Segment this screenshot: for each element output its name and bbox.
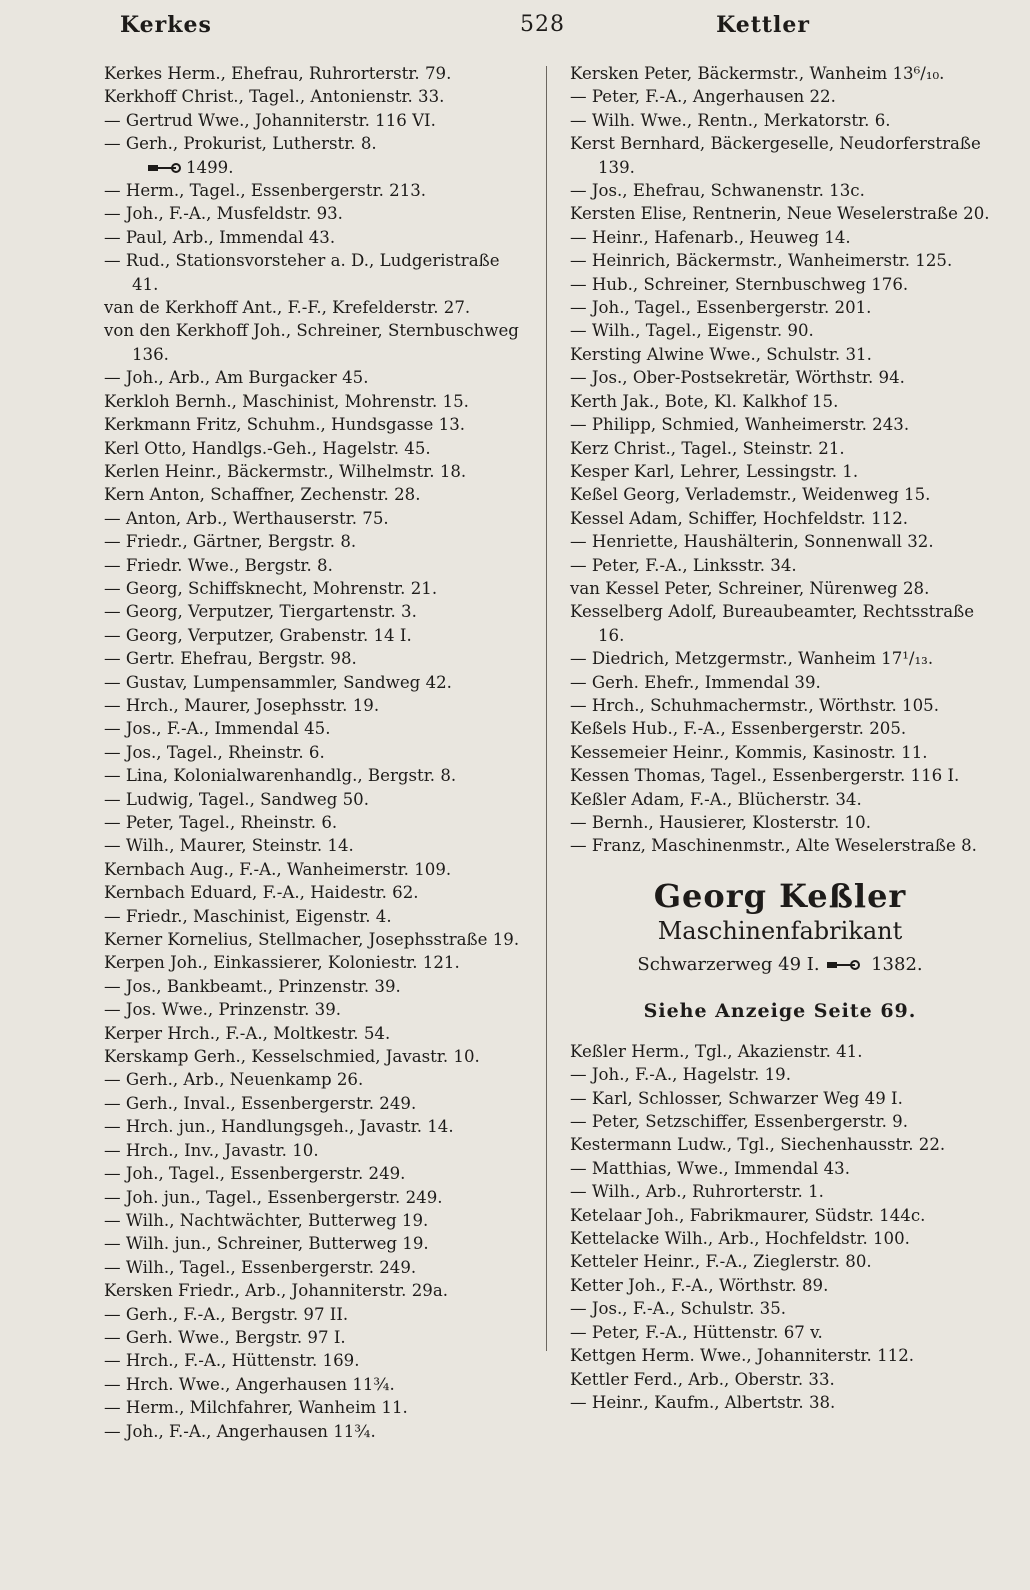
directory-entry: — Hrch., Inv., Javastr. 10. — [104, 1140, 319, 1160]
directory-entry: — Peter, F.-A., Hüttenstr. 67 v. — [570, 1322, 823, 1342]
directory-entry: van de Kerkhoff Ant., F.-F., Krefelderstr. 27. — [104, 298, 471, 318]
directory-entry: — Heinr., Kaufm., Albertstr. 38. — [570, 1392, 836, 1412]
ad-phone-number: 1382. — [871, 953, 923, 975]
directory-entry: Kesper Karl, Lehrer, Lessingstr. 1. — [570, 461, 859, 481]
directory-entry: — Ludwig, Tagel., Sandweg 50. — [104, 789, 370, 809]
right-column-entries-bottom — [570, 1040, 990, 1415]
directory-entry: — Peter, Setzschiffer, Essenbergerstr. 9. — [570, 1112, 908, 1132]
directory-entry: — Peter, F.-A., Angerhausen 22. — [570, 87, 836, 107]
directory-entry: — Peter, F.-A., Linksstr. 34. — [570, 555, 797, 575]
directory-entry: — Friedr. Wwe., Bergstr. 8. — [104, 555, 333, 575]
directory-entry: — Gerh., Inval., Essenbergerstr. 249. — [104, 1093, 417, 1113]
directory-entry: — Gertrud Wwe., Johanniterstr. 116 VI. — [104, 110, 436, 130]
directory-entry: Kerkes Herm., Ehefrau, Ruhrorterstr. 79. — [104, 64, 452, 83]
directory-entry: — Heinrich, Bäckermstr., Wanheimerstr. 125. — [570, 251, 953, 271]
directory-entry: — Friedr., Gärtner, Bergstr. 8. — [104, 532, 357, 552]
directory-entry: — Hrch., Maurer, Josephsstr. 19. — [104, 695, 380, 715]
directory-entry: — Joh., Tagel., Essenbergerstr. 249. — [104, 1164, 406, 1184]
telephone-icon — [825, 958, 861, 972]
directory-entry: Kesselberg Adolf, Bureaubeamter, Rechtsstraße 16. — [570, 602, 975, 645]
directory-entry: — Diedrich, Metzgermstr., Wanheim 17¹/₁₃. — [570, 649, 934, 669]
directory-entry: Kerkhoff Christ., Tagel., Antonienstr. 33. — [104, 87, 445, 107]
directory-entry: — Herm., Tagel., Essenbergerstr. 213. — [104, 181, 427, 201]
directory-entry: — Herm., Milchfahrer, Wanheim 11. — [104, 1398, 408, 1418]
directory-entry: Kettelacke Wilh., Arb., Hochfeldstr. 100. — [570, 1229, 910, 1249]
directory-entry: Kernbach Aug., F.-A., Wanheimerstr. 109. — [104, 859, 452, 879]
directory-entry: Kerth Jak., Bote, Kl. Kalkhof 15. — [570, 391, 839, 411]
directory-entry: Kessen Thomas, Tagel., Essenbergerstr. 116 I. — [570, 766, 960, 786]
directory-entry: Kerskamp Gerh., Kesselschmied, Javastr. 10. — [104, 1047, 480, 1067]
directory-entry: — Gerh. Ehefr., Immendal 39. — [570, 672, 821, 692]
directory-entry: — Henriette, Haushälterin, Sonnenwall 32. — [570, 532, 934, 552]
directory-entry: — Wilh. jun., Schreiner, Butterweg 19. — [104, 1234, 429, 1254]
directory-entry: Kernbach Eduard, F.-A., Haidestr. 62. — [104, 883, 419, 903]
directory-entry: Kettgen Herm. Wwe., Johanniterstr. 112. — [570, 1346, 915, 1366]
ad-reference: Siehe Anzeige Seite 69. — [643, 999, 917, 1022]
directory-entry: Kersken Peter, Bäckermstr., Wanheim 13⁶/₁₀. — [570, 64, 945, 83]
directory-entry: — Wilh., Maurer, Steinstr. 14. — [104, 836, 354, 856]
directory-entry: — Wilh. Wwe., Rentn., Merkatorstr. 6. — [570, 110, 891, 130]
directory-entry: — Jos., F.-A., Schulstr. 35. — [570, 1299, 787, 1319]
directory-entry: — Wilh., Tagel., Eigenstr. 90. — [570, 321, 814, 341]
directory-entry: — Georg, Schiffsknecht, Mohrenstr. 21. — [104, 578, 438, 598]
phone-line — [104, 156, 524, 179]
ad-subtitle: Maschinenfabrikant — [657, 916, 903, 945]
directory-entry: — Wilh., Tagel., Essenbergerstr. 249. — [104, 1257, 417, 1277]
directory-entry: Kern Anton, Schaffner, Zechenstr. 28. — [104, 485, 421, 505]
directory-entry: — Hub., Schreiner, Sternbuschweg 176. — [570, 274, 909, 294]
directory-entry: — Gerh., Arb., Neuenkamp 26. — [104, 1070, 364, 1090]
directory-entry: — Jos. Wwe., Prinzenstr. 39. — [104, 1000, 342, 1020]
directory-entry: Kerlen Heinr., Bäckermstr., Wilhelmstr. 18. — [104, 461, 467, 481]
directory-entry: — Rud., Stationsvorsteher a. D., Ludgeristraße 41. — [104, 251, 500, 294]
directory-entry: Kerkmann Fritz, Schuhm., Hundsgasse 13. — [104, 415, 466, 435]
directory-entry: — Hrch. jun., Handlungsgeh., Javastr. 14. — [104, 1117, 454, 1137]
page-header — [100, 12, 980, 52]
directory-entry: — Friedr., Maschinist, Eigenstr. 4. — [104, 906, 392, 926]
directory-entry: — Joh., F.-A., Musfeldstr. 93. — [104, 204, 343, 224]
directory-entry: — Hrch., F.-A., Hüttenstr. 169. — [104, 1351, 360, 1371]
directory-entry: Kerl Otto, Handlgs.-Geh., Hagelstr. 45. — [104, 438, 431, 458]
directory-entry: — Jos., Ehefrau, Schwanenstr. 13c. — [570, 181, 865, 201]
directory-entry: — Franz, Maschinenmstr., Alte Weselerstraße 8. — [570, 836, 977, 856]
directory-entry: — Lina, Kolonialwarenhandlg., Bergstr. 8. — [104, 766, 457, 786]
directory-entry: — Wilh., Arb., Ruhrorterstr. 1. — [570, 1182, 824, 1202]
directory-entry: — Joh., F.-A., Angerhausen 11¾. — [104, 1421, 376, 1441]
directory-entry: — Karl, Schlosser, Schwarzer Weg 49 I. — [570, 1088, 903, 1108]
directory-entry: — Bernh., Hausierer, Klosterstr. 10. — [570, 813, 871, 832]
directory-entry: — Paul, Arb., Immendal 43. — [104, 227, 336, 247]
directory-entry: — Peter, Tagel., Rheinstr. 6. — [104, 813, 338, 832]
directory-entry: Keßler Herm., Tgl., Akazienstr. 41. — [570, 1041, 863, 1061]
directory-entry: Keßels Hub., F.-A., Essenbergerstr. 205. — [570, 719, 907, 739]
directory-entry: Ketteler Heinr., F.-A., Zieglerstr. 80. — [570, 1252, 872, 1272]
directory-entry: Kerper Hrch., F.-A., Moltkestr. 54. — [104, 1023, 391, 1043]
directory-entry: — Hrch., Schuhmachermstr., Wörthstr. 105. — [570, 695, 940, 715]
directory-entry: Ketter Joh., F.-A., Wörthstr. 89. — [570, 1275, 829, 1295]
advertisement — [570, 876, 990, 1024]
directory-entry: Kessemeier Heinr., Kommis, Kasinostr. 11. — [570, 742, 928, 762]
directory-entry: — Gerh., Prokurist, Lutherstr. 8. — [104, 134, 377, 154]
directory-entry: — Matthias, Wwe., Immendal 43. — [570, 1158, 850, 1178]
directory-entry: Kerkloh Bernh., Maschinist, Mohrenstr. 15. — [104, 391, 469, 411]
directory-entry: von den Kerkhoff Joh., Schreiner, Sternbuschweg 136. — [104, 321, 519, 364]
directory-entry: Kersten Elise, Rentnerin, Neue Weselerstraße 20. — [570, 204, 990, 224]
directory-entry: — Jos., Bankbeamt., Prinzenstr. 39. — [104, 976, 401, 996]
directory-entry: Kestermann Ludw., Tgl., Siechenhausstr. 22. — [570, 1135, 946, 1155]
directory-entry: — Wilh., Nachtwächter, Butterweg 19. — [104, 1210, 429, 1230]
directory-entry: Kersken Friedr., Arb., Johanniterstr. 29a. — [104, 1281, 448, 1301]
ad-contact-line — [570, 950, 990, 980]
directory-entry: Keßler Adam, F.-A., Blücherstr. 34. — [570, 789, 862, 809]
directory-entry: Kerst Bernhard, Bäckergeselle, Neudorferstraße 139. — [570, 134, 981, 177]
directory-entry: — Joh., Tagel., Essenbergerstr. 201. — [570, 298, 872, 318]
directory-entry: — Georg, Verputzer, Grabenstr. 14 I. — [104, 625, 412, 645]
right-column — [570, 62, 990, 1414]
right-column-entries-top — [570, 62, 990, 858]
directory-entry: — Joh., Arb., Am Burgacker 45. — [104, 368, 369, 388]
directory-entry: van Kessel Peter, Schreiner, Nürenweg 28. — [570, 578, 930, 598]
header-last-entry: Kettler — [716, 12, 810, 38]
directory-entry: — Gerh., F.-A., Bergstr. 97 II. — [104, 1304, 349, 1324]
ad-company-name: Georg Keßler — [653, 876, 907, 915]
ad-address: Schwarzerweg 49 I. — [637, 953, 820, 975]
directory-entry: — Gertr. Ehefrau, Bergstr. 98. — [104, 649, 357, 669]
directory-entry: Kerz Christ., Tagel., Steinstr. 21. — [570, 438, 845, 458]
header-first-entry: Kerkes — [120, 12, 212, 38]
directory-entry: — Heinr., Hafenarb., Heuweg 14. — [570, 227, 851, 247]
directory-entry: — Philipp, Schmied, Wanheimerstr. 243. — [570, 415, 910, 435]
directory-entry: Kerpen Joh., Einkassierer, Koloniestr. 121. — [104, 953, 460, 973]
directory-entry: — Hrch. Wwe., Angerhausen 11¾. — [104, 1374, 395, 1394]
directory-entry: Keßel Georg, Verlademstr., Weidenweg 15. — [570, 485, 931, 505]
directory-entry: Ketelaar Joh., Fabrikmaurer, Südstr. 144c. — [570, 1205, 926, 1225]
directory-entry: Kessel Adam, Schiffer, Hochfeldstr. 112. — [570, 508, 909, 528]
directory-entry: Kersting Alwine Wwe., Schulstr. 31. — [570, 344, 872, 364]
directory-entry: — Georg, Verputzer, Tiergartenstr. 3. — [104, 602, 417, 622]
directory-entry: — Gerh. Wwe., Bergstr. 97 I. — [104, 1327, 346, 1347]
directory-entry: — Jos., F.-A., Immendal 45. — [104, 719, 331, 739]
directory-entry: — Anton, Arb., Werthauserstr. 75. — [104, 508, 389, 528]
directory-entry: Kerner Kornelius, Stellmacher, Josephsstraße 19. — [104, 930, 520, 950]
page-number: 528 — [520, 12, 565, 37]
directory-entry: — Joh., F.-A., Hagelstr. 19. — [570, 1065, 791, 1085]
phone-number: 1499. — [186, 157, 234, 177]
directory-entry: — Gustav, Lumpensammler, Sandweg 42. — [104, 672, 452, 692]
left-column — [104, 62, 524, 1443]
directory-entry: Kettler Ferd., Arb., Oberstr. 33. — [570, 1369, 835, 1389]
column-divider — [546, 66, 547, 1351]
directory-entry: — Jos., Tagel., Rheinstr. 6. — [104, 742, 325, 762]
directory-entry: — Jos., Ober-Postsekretär, Wörthstr. 94. — [570, 368, 905, 388]
directory-entry: — Joh. jun., Tagel., Essenbergerstr. 249. — [104, 1187, 443, 1207]
telephone-icon — [146, 161, 182, 175]
